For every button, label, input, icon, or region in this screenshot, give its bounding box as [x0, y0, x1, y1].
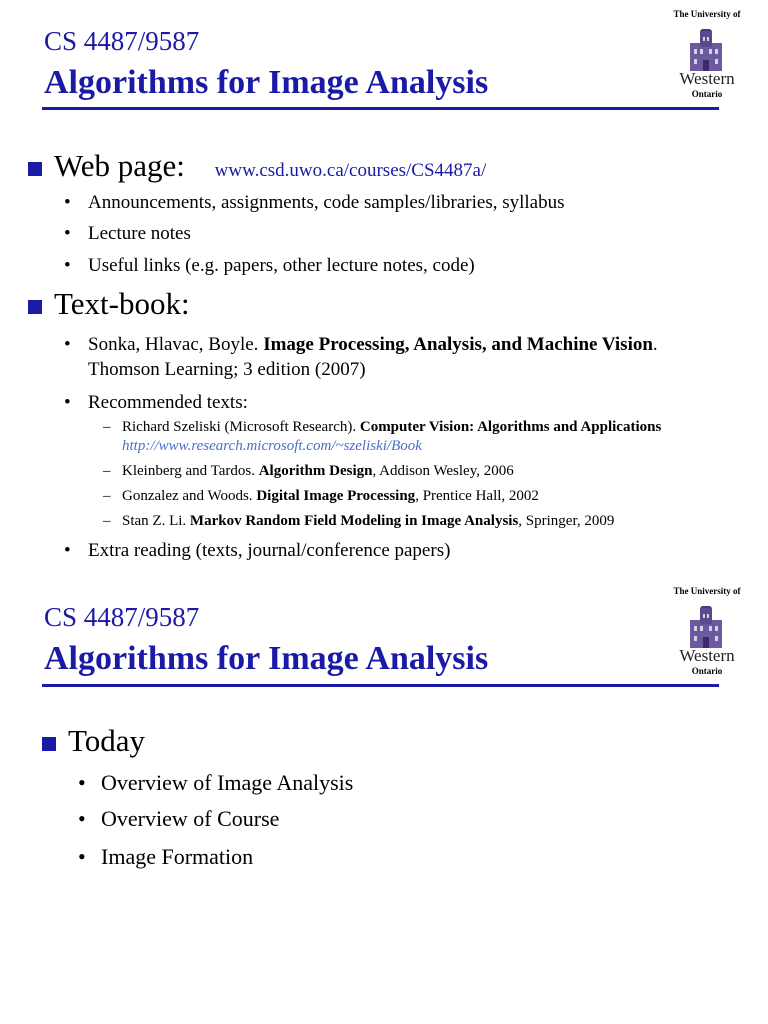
textbook-main: [88, 334, 658, 356]
text-title: Digital Image Processing: [256, 488, 416, 504]
bullet-icon: •: [78, 844, 86, 869]
dash-icon: –: [103, 513, 111, 529]
list-item: Lecture notes: [88, 223, 191, 244]
list-item: [122, 419, 661, 436]
textbook-title: Image Processing, Analysis, and Machine Vision: [263, 334, 653, 355]
text-authors: Gonzalez and Woods.: [122, 488, 257, 504]
list-item: Extra reading (texts, journal/conference papers): [88, 540, 451, 561]
blue-square-icon: [42, 737, 56, 751]
list-item: Image Formation: [101, 844, 254, 869]
textbook-tail: .: [652, 334, 658, 355]
course-code: CS 4487/9587: [44, 26, 200, 56]
dash-icon: –: [103, 419, 111, 435]
bullet-icon: •: [64, 255, 71, 276]
textbook-publisher: Thomson Learning; 3 edition (2007): [88, 359, 366, 380]
list-item: [122, 488, 539, 505]
logo-university-of: The University of: [673, 586, 741, 596]
blue-square-icon: [28, 300, 42, 314]
bullet-icon: •: [78, 770, 86, 795]
bullet-icon: •: [78, 806, 86, 831]
text-title: Computer Vision: Algorithms and Applications: [359, 419, 662, 435]
title-rule: [42, 107, 719, 110]
title-rule: [42, 684, 719, 687]
text-publisher: , Prentice Hall, 2002: [415, 488, 539, 504]
university-tower-icon: [688, 29, 724, 71]
section-heading-webpage: [54, 148, 486, 184]
list-item: Overview of Course: [101, 806, 280, 831]
webpage-heading-label: Web page:: [54, 148, 185, 183]
list-item: Overview of Image Analysis: [101, 770, 354, 795]
slide-title: Algorithms for Image Analysis: [44, 64, 489, 101]
text-authors: Stan Z. Li.: [122, 513, 190, 529]
dash-icon: –: [103, 463, 111, 479]
university-tower-icon: [688, 606, 724, 648]
textbook-authors: Sonka, Hlavac, Boyle.: [88, 334, 264, 355]
course-website-link[interactable]: www.csd.uwo.ca/courses/CS4487a/: [214, 160, 487, 181]
list-item: [122, 463, 514, 480]
logo-ontario: Ontario: [691, 89, 723, 99]
university-logo: [660, 586, 754, 686]
list-item: [122, 513, 614, 530]
list-item: Useful links (e.g. papers, other lecture notes, code): [88, 255, 475, 276]
bullet-icon: •: [64, 192, 71, 213]
university-logo: [660, 9, 754, 109]
course-code: CS 4487/9587: [44, 602, 200, 632]
bullet-icon: •: [64, 540, 71, 561]
section-heading-textbook: Text-book:: [54, 286, 190, 321]
recommended-texts-label: Recommended texts:: [88, 392, 248, 413]
bullet-icon: •: [64, 334, 71, 355]
bullet-icon: •: [64, 223, 71, 244]
text-title: Algorithm Design: [258, 463, 373, 479]
text-publisher: , Addison Wesley, 2006: [372, 463, 514, 479]
text-authors: Kleinberg and Tardos.: [122, 463, 259, 479]
logo-ontario: Ontario: [691, 666, 723, 676]
text-publisher: , Springer, 2009: [518, 513, 615, 529]
list-item: Announcements, assignments, code samples/libraries, syllabus: [88, 192, 565, 213]
logo-western: Western: [679, 69, 735, 88]
section-heading-today: Today: [68, 723, 146, 758]
dash-icon: –: [103, 488, 111, 504]
text-authors: Richard Szeliski (Microsoft Research).: [122, 419, 360, 435]
slide-title: Algorithms for Image Analysis: [44, 640, 489, 677]
slide-2: [0, 578, 768, 1024]
szeliski-book-link[interactable]: http://www.research.microsoft.com/~szeliski/Book: [122, 438, 422, 454]
logo-university-of: The University of: [673, 9, 741, 19]
logo-western: Western: [679, 646, 735, 665]
bullet-icon: •: [64, 392, 71, 413]
blue-square-icon: [28, 162, 42, 176]
text-title: Markov Random Field Modeling in Image Analysis: [189, 513, 519, 529]
